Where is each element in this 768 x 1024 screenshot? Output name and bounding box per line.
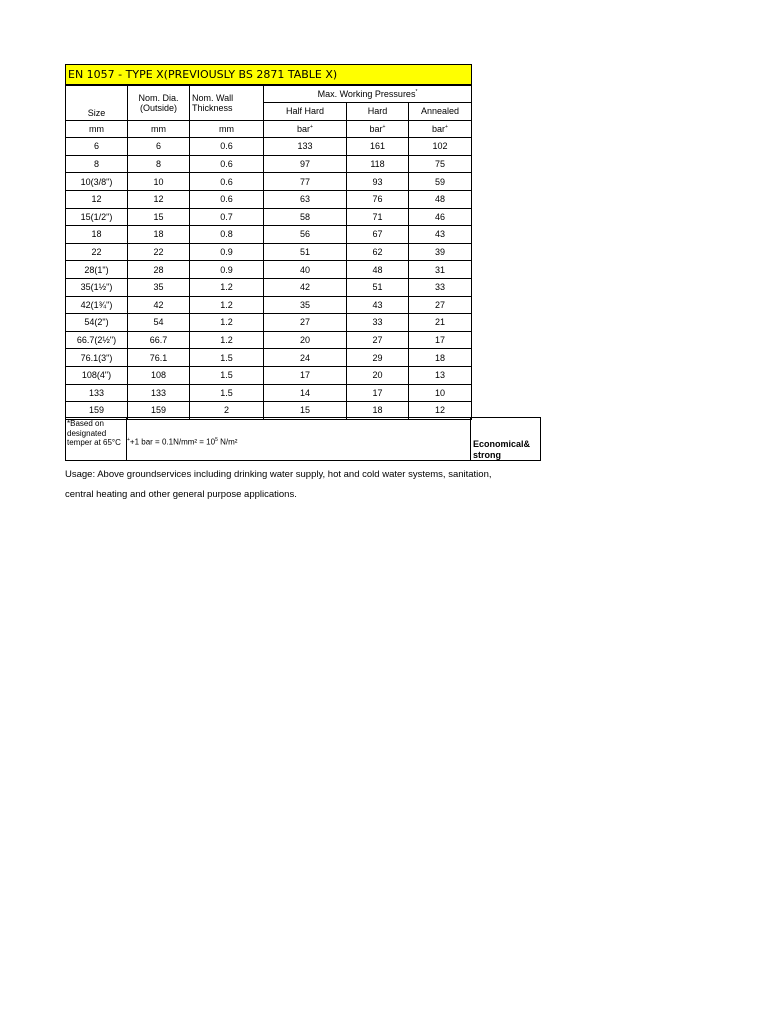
table-row [66, 138, 472, 156]
table-row [66, 278, 472, 296]
unit-annealed-mark: + [445, 123, 448, 130]
cell-half-hard: 40 [264, 261, 347, 279]
cell-size: 6 [66, 138, 128, 156]
cell-dia: 133 [128, 384, 190, 402]
cell-hard: 33 [347, 314, 409, 332]
unit-size: mm [66, 120, 128, 138]
bar-conversion-suffix: N/m² [217, 437, 238, 447]
cell-size: 15(1/2") [66, 208, 128, 226]
cell-wall: 1.5 [190, 349, 264, 367]
cell-dia: 28 [128, 261, 190, 279]
cell-half-hard: 20 [264, 331, 347, 349]
header-max-pressures-label: Max. Working Pressures [317, 89, 416, 99]
cell-hard: 161 [347, 138, 409, 156]
table-row [66, 208, 472, 226]
cell-annealed: 46 [409, 208, 472, 226]
cell-size: 54(2") [66, 314, 128, 332]
cell-size: 35(1½") [66, 278, 128, 296]
spec-table [65, 85, 472, 420]
cell-half-hard: 24 [264, 349, 347, 367]
temper-footnote: *Based on designated temper at 65°C [65, 417, 127, 461]
cell-dia: 8 [128, 155, 190, 173]
cell-annealed: 75 [409, 155, 472, 173]
unit-hard [347, 120, 409, 138]
header-max-pressures-mark: * [415, 89, 418, 95]
cell-wall: 0.6 [190, 155, 264, 173]
usage-line-1: Usage: Above groundservices including drinking water supply, hot and cold water systems, sanitation, [65, 469, 492, 480]
cell-half-hard: 63 [264, 190, 347, 208]
cell-wall: 0.6 [190, 190, 264, 208]
cell-hard: 48 [347, 261, 409, 279]
cell-size: 108(4") [66, 366, 128, 384]
cell-wall: 0.9 [190, 243, 264, 261]
cell-annealed: 59 [409, 173, 472, 191]
cell-hard: 67 [347, 226, 409, 244]
cell-half-hard: 42 [264, 278, 347, 296]
cell-size: 12 [66, 190, 128, 208]
cell-hard: 27 [347, 331, 409, 349]
economical-badge: Economical& strong [470, 417, 541, 461]
unit-hard-label: bar [369, 123, 383, 134]
cell-annealed: 33 [409, 278, 472, 296]
cell-half-hard: 56 [264, 226, 347, 244]
bar-conversion-mark: + [127, 437, 130, 443]
cell-hard: 118 [347, 155, 409, 173]
cell-dia: 10 [128, 173, 190, 191]
cell-dia: 66.7 [128, 331, 190, 349]
cell-hard: 29 [347, 349, 409, 367]
table-row [66, 314, 472, 332]
cell-hard: 17 [347, 384, 409, 402]
cell-half-hard: 27 [264, 314, 347, 332]
unit-dia: mm [128, 120, 190, 138]
cell-dia: 6 [128, 138, 190, 156]
header-nom-dia-line1: Nom. Dia. [138, 92, 179, 103]
cell-annealed: 18 [409, 349, 472, 367]
bar-conversion-exponent: 5 [215, 437, 218, 443]
cell-dia: 35 [128, 278, 190, 296]
cell-annealed: 13 [409, 366, 472, 384]
header-row-top [66, 86, 472, 103]
cell-size: 28(1") [66, 261, 128, 279]
cell-size: 42(1¾") [66, 296, 128, 314]
cell-size: 159 [66, 402, 128, 420]
cell-annealed: 48 [409, 190, 472, 208]
cell-wall: 0.9 [190, 261, 264, 279]
cell-half-hard: 133 [264, 138, 347, 156]
cell-wall: 1.2 [190, 296, 264, 314]
unit-half-hard-mark: + [310, 123, 313, 130]
cell-wall: 1.2 [190, 331, 264, 349]
unit-hard-mark: + [382, 123, 386, 130]
cell-annealed: 102 [409, 138, 472, 156]
cell-hard: 62 [347, 243, 409, 261]
table-row [66, 261, 472, 279]
table-row [66, 243, 472, 261]
cell-dia: 76.1 [128, 349, 190, 367]
unit-wall: mm [190, 120, 264, 138]
header-size-label: Size [87, 107, 106, 118]
header-half-hard: Half Hard [264, 103, 347, 121]
cell-hard: 43 [347, 296, 409, 314]
cell-size: 22 [66, 243, 128, 261]
cell-half-hard: 15 [264, 402, 347, 420]
cell-size: 18 [66, 226, 128, 244]
cell-size: 10(3/8") [66, 173, 128, 191]
header-nom-dia-line2: (Outside) [139, 102, 177, 113]
usage-note [65, 465, 565, 505]
cell-hard: 71 [347, 208, 409, 226]
cell-size: 66.7(2½") [66, 331, 128, 349]
table-row [66, 366, 472, 384]
cell-hard: 18 [347, 402, 409, 420]
bar-conversion-prefix: +1 bar = 0.1N/mm² = 10 [129, 437, 216, 447]
header-size [66, 86, 128, 121]
table-row [66, 331, 472, 349]
unit-half-hard [264, 120, 347, 138]
cell-dia: 15 [128, 208, 190, 226]
cell-wall: 0.7 [190, 208, 264, 226]
cell-wall: 0.6 [190, 173, 264, 191]
cell-dia: 12 [128, 190, 190, 208]
table-row [66, 384, 472, 402]
cell-wall: 0.6 [190, 138, 264, 156]
cell-size: 133 [66, 384, 128, 402]
cell-half-hard: 35 [264, 296, 347, 314]
cell-annealed: 17 [409, 331, 472, 349]
units-row [66, 120, 472, 138]
unit-annealed-label: bar [432, 123, 446, 134]
cell-annealed: 21 [409, 314, 472, 332]
usage-line-2: central heating and other general purpose applications. [65, 489, 297, 500]
cell-wall: 1.2 [190, 314, 264, 332]
header-max-pressures [264, 86, 472, 103]
cell-size: 8 [66, 155, 128, 173]
cell-annealed: 10 [409, 384, 472, 402]
cell-annealed: 31 [409, 261, 472, 279]
table-row [66, 173, 472, 191]
cell-half-hard: 17 [264, 366, 347, 384]
cell-annealed: 39 [409, 243, 472, 261]
header-hard: Hard [347, 103, 409, 121]
cell-annealed: 27 [409, 296, 472, 314]
cell-wall: 2 [190, 402, 264, 420]
table-row [66, 226, 472, 244]
spec-sheet [65, 64, 531, 500]
cell-hard: 93 [347, 173, 409, 191]
cell-dia: 159 [128, 402, 190, 420]
cell-hard: 51 [347, 278, 409, 296]
cell-hard: 76 [347, 190, 409, 208]
bar-conversion-footnote [126, 417, 471, 461]
cell-dia: 54 [128, 314, 190, 332]
cell-wall: 0.8 [190, 226, 264, 244]
header-wall-line2: Thickness [192, 102, 233, 113]
cell-wall: 1.5 [190, 366, 264, 384]
cell-annealed: 43 [409, 226, 472, 244]
cell-half-hard: 97 [264, 155, 347, 173]
cell-dia: 42 [128, 296, 190, 314]
footnote-row [65, 417, 540, 462]
table-row [66, 296, 472, 314]
cell-wall: 1.2 [190, 278, 264, 296]
cell-dia: 108 [128, 366, 190, 384]
unit-half-hard-label: bar [297, 123, 311, 134]
table-title: EN 1057 - TYPE X(PREVIOUSLY BS 2871 TABLE X) [65, 64, 472, 85]
header-nom-dia [128, 86, 190, 121]
cell-wall: 1.5 [190, 384, 264, 402]
header-wall-line1: Nom. Wall [192, 92, 234, 103]
header-annealed: Annealed [409, 103, 472, 121]
table-row [66, 190, 472, 208]
cell-half-hard: 51 [264, 243, 347, 261]
cell-dia: 22 [128, 243, 190, 261]
unit-annealed [409, 120, 472, 138]
cell-half-hard: 58 [264, 208, 347, 226]
table-row [66, 349, 472, 367]
cell-dia: 18 [128, 226, 190, 244]
cell-half-hard: 14 [264, 384, 347, 402]
table-row [66, 155, 472, 173]
cell-annealed: 12 [409, 402, 472, 420]
cell-hard: 20 [347, 366, 409, 384]
cell-half-hard: 77 [264, 173, 347, 191]
cell-size: 76.1(3") [66, 349, 128, 367]
header-wall [190, 86, 264, 121]
